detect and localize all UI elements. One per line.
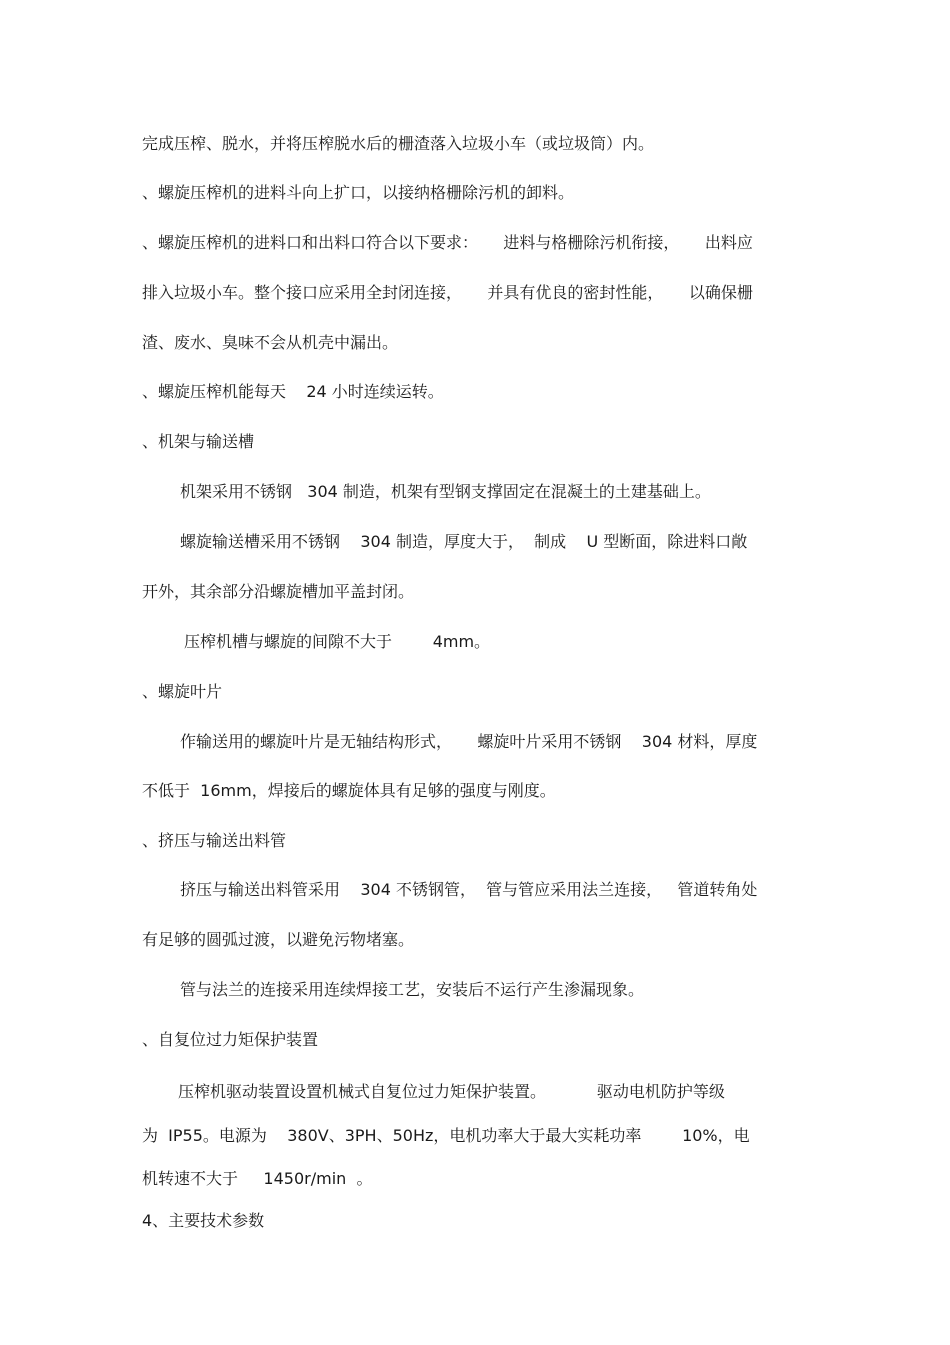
text-line: 螺旋输送槽采用不锈钢 304 制造，厚度大于， 制成 U 型断面，除进料口敞 — [180, 532, 748, 551]
text-line: 挤压与输送出料管采用 304 不锈钢管， 管与管应采用法兰连接， 管道转角处 — [180, 880, 758, 899]
text-line: 完成压榨、脱水，并将压榨脱水后的栅渣落入垃圾小车（或垃圾筒）内。 — [142, 134, 655, 153]
text-line: 、挤压与输送出料管 — [142, 831, 287, 850]
text-line: 机架采用不锈钢 304 制造，机架有型钢支撑固定在混凝土的土建基础上。 — [180, 482, 711, 501]
text-line: 4、主要技术参数 — [142, 1211, 265, 1230]
text-line: 、机架与输送槽 — [142, 432, 255, 451]
text-line: 、螺旋压榨机能每天 24 小时连续运转。 — [142, 382, 444, 401]
text-line: 压榨机驱动装置设置机械式自复位过力矩保护装置。 驱动电机防护等级 — [178, 1082, 725, 1101]
text-line: 压榨机槽与螺旋的间隙不大于 4mm。 — [184, 632, 491, 651]
text-line: 有足够的圆弧过渡，以避免污物堵塞。 — [142, 930, 415, 949]
text-line: 渣、废水、臭味不会从机壳中漏出。 — [142, 333, 399, 352]
text-line: 、自复位过力矩保护装置 — [142, 1030, 319, 1049]
text-line: 排入垃圾小车。整个接口应采用全封闭连接， 并具有优良的密封性能， 以确保栅 — [142, 283, 753, 302]
text-line: 开外，其余部分沿螺旋槽加平盖封闭。 — [142, 582, 415, 601]
text-line: 不低于 16mm，焊接后的螺旋体具有足够的强度与刚度。 — [142, 781, 556, 800]
text-line: 管与法兰的连接采用连续焊接工艺，安装后不运行产生渗漏现象。 — [180, 980, 645, 999]
text-line: 作输送用的螺旋叶片是无轴结构形式， 螺旋叶片采用不锈钢 304 材料，厚度 — [180, 732, 758, 751]
text-line: 、螺旋叶片 — [142, 682, 223, 701]
text-line: 、螺旋压榨机的进料斗向上扩口，以接纳格栅除污机的卸料。 — [142, 183, 575, 202]
text-line: 、螺旋压榨机的进料口和出料口符合以下要求： 进料与格栅除污机衔接， 出料应 — [142, 233, 753, 252]
text-line: 为 IP55。电源为 380V、3PH、50Hz，电机功率大于最大实耗功率 10%，电 — [142, 1126, 750, 1145]
text-line: 机转速不大于 1450r/min 。 — [142, 1169, 373, 1188]
